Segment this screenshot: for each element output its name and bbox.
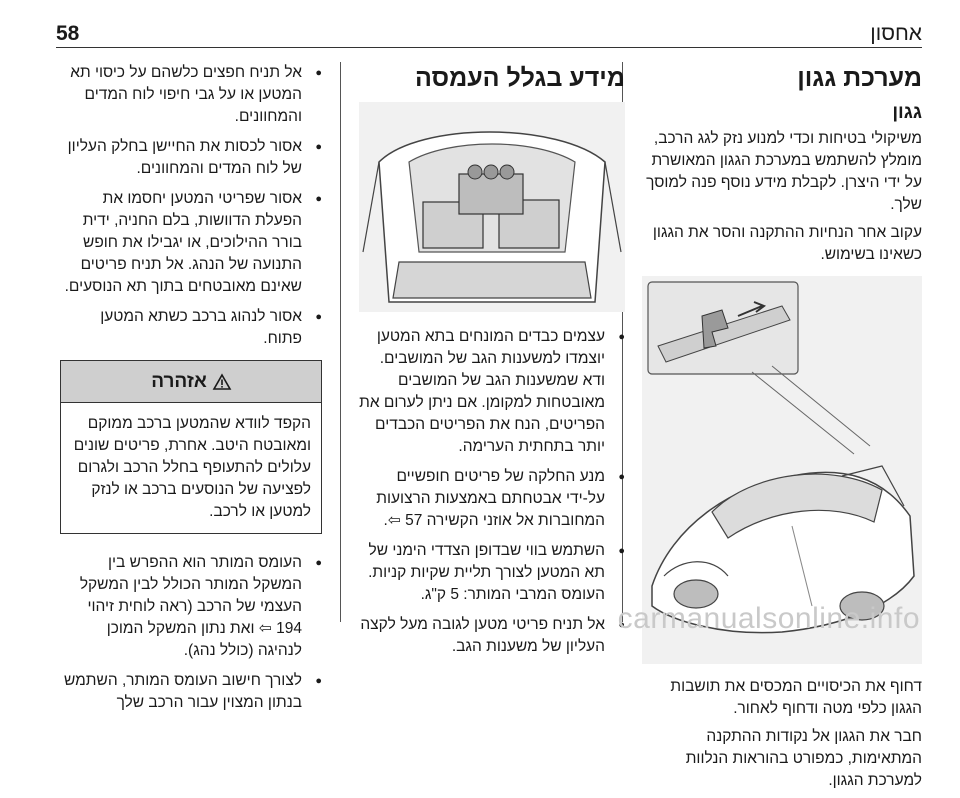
list-item: ● אל תניח פריטי מטען לגובה מעל לקצה העליון של משענות הגב. xyxy=(359,614,625,658)
column-divider xyxy=(340,62,341,622)
warning-header xyxy=(61,361,321,403)
cargo-illustration xyxy=(359,102,625,312)
trunk-cargo-drawing xyxy=(359,102,625,312)
roof-rack-para-3: דחוף את הכיסויים המכסים את תושבות הגגון כלפי מטה ודחוף לאחור. xyxy=(670,678,922,717)
roof-rack-heading: מערכת גגון xyxy=(797,64,922,92)
roof-rack-para-1: משיקולי בטיחות וכדי למנוע נזק לגג הרכב, מומלץ להשתמש במערכת הגגון המאושרת על ידי היצרן. לקבלת מידע נוסף פנה למוסך שלך. xyxy=(646,130,922,213)
list-item: ● אסור שפריטי המטען יחסמו את הפעלת הדוושות, בלם החניה, ידית בורר ההילוכים, או יגבילו את חופש התנועה של הנהג. אל תניח פריטים שאינם מאובטחים בתוך תא הנוסעים. xyxy=(60,188,322,298)
warning-triangle-icon xyxy=(213,374,231,390)
list-item: ● לצורך חישוב העומס המותר, השתמש בנתון המצוין עבור הרכב שלך xyxy=(60,670,322,714)
list-item: ● עצמים כבדים המונחים בתא המטען יוצמדו למשענות הגב של המושבים. ודא שמשענות הגב של המושבים מאובטחות למקומן. אם ניתן לערום את הפריטים, הנח את הפריטים הכבדים יותר בתחתית הערימה. xyxy=(359,326,625,458)
loading-info-list xyxy=(359,326,625,658)
warning-box xyxy=(60,360,322,534)
loading-info-heading: מידע בגלל העמסה xyxy=(414,64,625,92)
list-item: ● השתמש בווי שבדופן הצדדי הימני של תא המטען לצורך תליית שקיות קניות. העומס המרבי המותר: 5 ק"ג. xyxy=(359,540,625,606)
payload-list xyxy=(60,552,322,714)
list-item: ● אסור לנהוג ברכב כשתא המטען פתוח. xyxy=(60,306,322,350)
column-loading-info xyxy=(359,62,625,666)
column-roof-rack xyxy=(642,62,922,798)
section-title: אחסון xyxy=(870,22,922,45)
roof-rack-subheading: גגון xyxy=(892,102,922,123)
roof-rack-para-2: עקוב אחר הנחיות ההתקנה והסר את הגגון כשאינו בשימוש. xyxy=(652,224,922,263)
list-item: ● אסור לכסות את החיישן בחלק העליון של לוח המדים והמחוונים. xyxy=(60,136,322,180)
column-loading-rules xyxy=(60,62,322,722)
list-item: ● העומס המותר הוא ההפרש בין המשקל המותר הכולל לבין המשקל העצמי של הרכב (ראה לוחית זיהוי 194 ⇦ ואת נתון המשקל המוכן לנהיגה (כולל נהג). xyxy=(60,552,322,662)
watermark: carmanualsonline.info xyxy=(617,602,920,635)
warning-title: אזהרה xyxy=(151,370,207,392)
list-item: ● אל תניח חפצים כלשהם על כיסוי תא המטען או על גבי חיפוי לוח המדים והמחוונים. xyxy=(60,62,322,128)
roof-rack-para-4: חבר את הגגון אל נקודות ההתקנה המתאימות, כמפורט בהוראות הנלוות למערכת הגגון. xyxy=(685,728,922,789)
page-number: 58 xyxy=(56,22,80,45)
warning-text: הקפד לוודא שהמטען ברכב ממוקם ומאובטח היטב. אחרת, פריטים שונים עלולים להתעופף בחלל הרכב ולגרום לפציעה של הנוסעים ברכב או לנזק למטען או לרכב. xyxy=(73,415,311,520)
list-item: ● מנע החלקה של פריטים חופשיים על-ידי אבטחתם באמצעות הרצועות המחוברות אל אוזני הקשירה 57 ⇦. xyxy=(359,466,625,532)
page-header xyxy=(56,22,922,48)
loading-rules-list xyxy=(60,62,322,350)
